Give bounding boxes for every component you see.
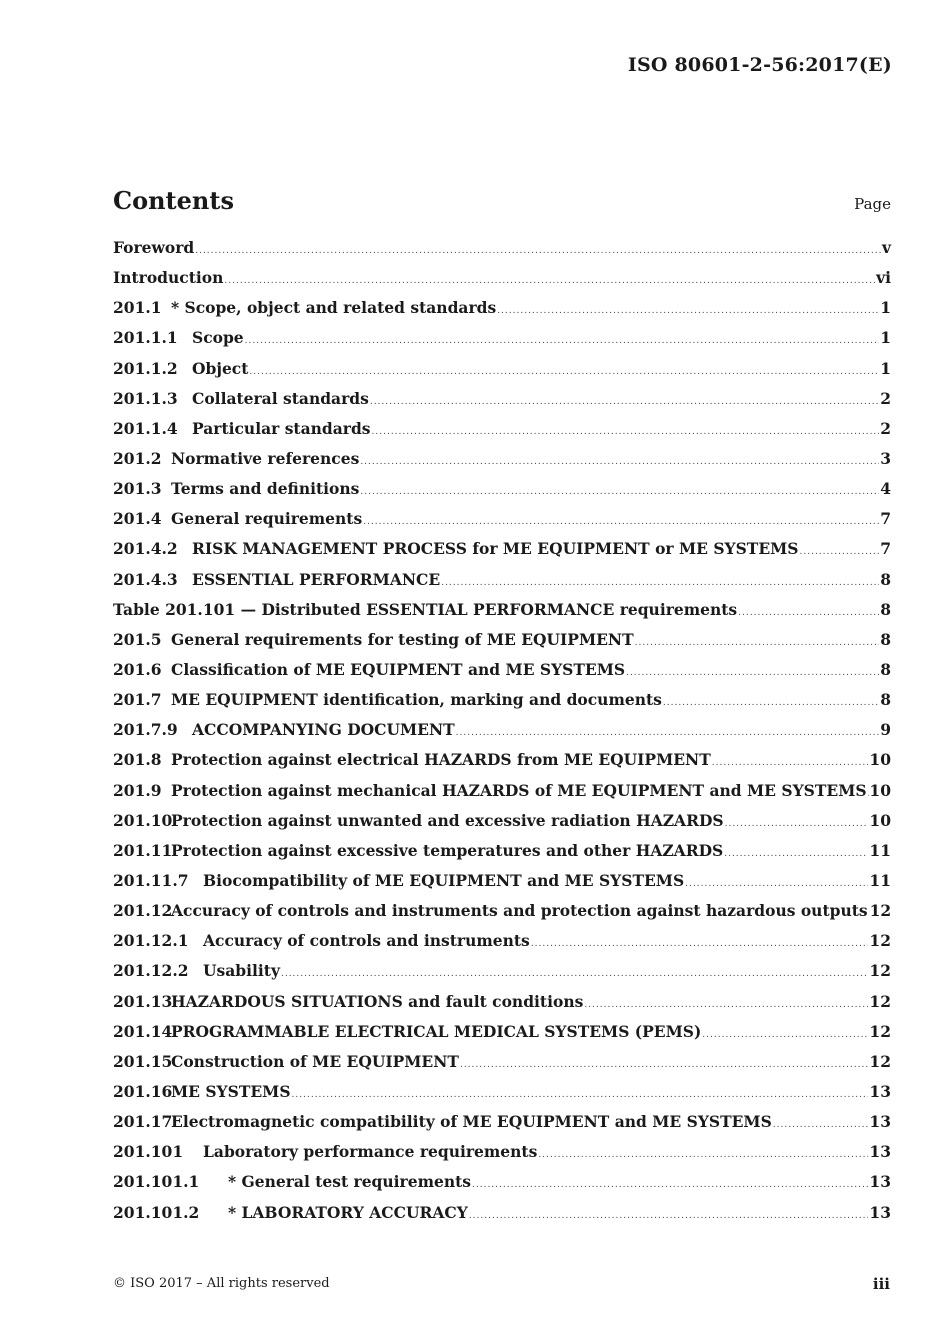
toc-dot-leader <box>868 789 869 799</box>
toc-entry-title: ME EQUIPMENT identification, marking and documents <box>171 690 662 710</box>
page-column-label: Page <box>854 195 891 213</box>
toc-entry-title: RISK MANAGEMENT PROCESS for ME EQUIPMENT or ME SYSTEMS <box>192 539 799 559</box>
toc-entry-title: Biocompatibility of ME EQUIPMENT and ME SYSTEMS <box>203 870 685 890</box>
toc-entry-page: 10 <box>869 750 891 770</box>
toc-entry[interactable] <box>113 1112 891 1142</box>
toc-entry-page: 13 <box>869 1202 891 1222</box>
toc-entry[interactable] <box>113 298 891 328</box>
toc-entry-title: General requirements <box>171 509 363 529</box>
toc-entry[interactable] <box>113 268 891 298</box>
toc-entry-page: 2 <box>880 388 891 408</box>
toc-entry-title: * LABORATORY ACCURACY <box>228 1202 468 1222</box>
toc-entry-title: Protection against mechanical HAZARDS of ME EQUIPMENT and ME SYSTEMS <box>171 780 867 800</box>
toc-entry-title: Construction of ME EQUIPMENT <box>171 1051 459 1071</box>
toc-dot-leader <box>538 1150 868 1160</box>
toc-entry-title: Accuracy of controls and instruments <box>203 931 530 951</box>
toc-entry-number: 201.15 <box>113 1051 173 1071</box>
toc-entry-title: Accuracy of controls and instruments and protection against hazardous outputs <box>171 901 868 921</box>
toc-dot-leader <box>281 969 868 979</box>
toc-dot-leader <box>497 306 879 316</box>
toc-entry-number: 201.4.3 <box>113 569 178 589</box>
toc-entry-title: Terms and definitions <box>171 479 360 499</box>
toc-dot-leader <box>195 246 881 256</box>
toc-entry-number: 201.17 <box>113 1112 173 1132</box>
toc-entry-title: * General test requirements <box>228 1172 471 1192</box>
toc-entry-number: 201.7.9 <box>113 720 178 740</box>
toc-entry-page: 12 <box>869 1021 891 1041</box>
toc-entry-title: Protection against unwanted and excessive radiation HAZARDS <box>171 810 724 830</box>
toc-dot-leader <box>725 819 869 829</box>
toc-entry[interactable] <box>113 720 891 750</box>
toc-entry-title: Table 201.101 — Distributed ESSENTIAL PERFORMANCE requirements <box>113 599 738 619</box>
toc-entry-number: 201.1.4 <box>113 418 178 438</box>
toc-entry-page: 12 <box>869 991 891 1011</box>
toc-entry-title: Collateral standards <box>192 388 369 408</box>
toc-entry-page: 7 <box>880 539 891 559</box>
toc-entry-number: 201.11 <box>113 840 173 860</box>
toc-entry[interactable] <box>113 570 891 600</box>
toc-dot-leader <box>460 1060 868 1070</box>
toc-entry-number: 201.7 <box>113 690 162 710</box>
toc-entry-title: ESSENTIAL PERFORMANCE <box>192 569 441 589</box>
toc-entry-title: Scope <box>192 328 244 348</box>
toc-entry[interactable] <box>113 630 891 660</box>
toc-entry-number: 201.101 <box>113 1142 184 1162</box>
toc-entry[interactable] <box>113 1142 891 1172</box>
toc-entry-page: 8 <box>880 629 891 649</box>
toc-entry-number: 201.1.2 <box>113 358 178 378</box>
toc-entry-page: 4 <box>880 479 891 499</box>
toc-entry-page: 8 <box>880 690 891 710</box>
toc-dot-leader <box>584 1000 868 1010</box>
toc-entry-page: 10 <box>869 780 891 800</box>
toc-entry-title: Usability <box>203 961 280 981</box>
toc-dot-leader <box>472 1180 868 1190</box>
toc-entry-page: 1 <box>880 328 891 348</box>
toc-entry-number: 201.6 <box>113 659 162 679</box>
toc-dot-leader <box>635 638 880 648</box>
toc-dot-leader <box>469 1211 869 1221</box>
toc-dot-leader <box>702 1030 868 1040</box>
toc-dot-leader <box>441 578 879 588</box>
toc-entry-page: 12 <box>869 1051 891 1071</box>
toc-entry-title: * Scope, object and related standards <box>171 298 497 318</box>
toc-entry-number: 201.101.1 <box>113 1172 200 1192</box>
toc-dot-leader <box>685 879 868 889</box>
toc-entry-number: 201.4.2 <box>113 539 178 559</box>
toc-entry[interactable] <box>113 479 891 509</box>
toc-entry-title: Protection against electrical HAZARDS from ME EQUIPMENT <box>171 750 711 770</box>
toc-entry[interactable] <box>113 419 891 449</box>
toc-entry-title: Object <box>192 358 249 378</box>
toc-entry-page: 8 <box>880 599 891 619</box>
toc-entry-number: 201.5 <box>113 629 162 649</box>
contents-heading: Contents <box>113 186 234 215</box>
toc-dot-leader <box>370 397 879 407</box>
toc-entry-number: 201.14 <box>113 1021 173 1041</box>
toc-entry-number: 201.101.2 <box>113 1202 200 1222</box>
toc-entry-number: 201.4 <box>113 509 162 529</box>
toc-entry-page: 2 <box>880 418 891 438</box>
toc-entry[interactable] <box>113 328 891 358</box>
toc-dot-leader <box>249 367 879 377</box>
toc-entry[interactable] <box>113 1203 891 1233</box>
toc-entry-title: Electromagnetic compatibility of ME EQUIPMENT and ME SYSTEMS <box>171 1112 772 1132</box>
toc-entry[interactable] <box>113 961 891 991</box>
toc-entry-page: 13 <box>869 1142 891 1162</box>
toc-entry-page: 11 <box>869 840 891 860</box>
toc-dot-leader <box>363 517 879 527</box>
toc-entry[interactable] <box>113 992 891 1022</box>
toc-entry[interactable] <box>113 931 891 961</box>
toc-entry-page: 12 <box>869 931 891 951</box>
toc-entry-page: 1 <box>880 298 891 318</box>
toc-entry-page: 7 <box>880 509 891 529</box>
toc-entry-number: 201.12.2 <box>113 961 189 981</box>
toc-dot-leader <box>773 1120 869 1130</box>
toc-entry[interactable] <box>113 1172 891 1202</box>
toc-entry-number: 201.10 <box>113 810 173 830</box>
toc-entry-page: vi <box>876 268 891 288</box>
toc-entry[interactable] <box>113 660 891 690</box>
toc-dot-leader <box>456 728 880 738</box>
toc-entry-number: 201.2 <box>113 448 162 468</box>
toc-entry[interactable] <box>113 1022 891 1052</box>
toc-entry[interactable] <box>113 1052 891 1082</box>
toc-entry-title: Protection against excessive temperatures and other HAZARDS <box>171 840 724 860</box>
toc-entry-number: 201.1.1 <box>113 328 178 348</box>
toc-entry[interactable] <box>113 359 891 389</box>
toc-entry-page: 12 <box>869 961 891 981</box>
toc-entry-number: 201.13 <box>113 991 173 1011</box>
toc-entry-title: General requirements for testing of ME EQUIPMENT <box>171 629 634 649</box>
toc-entry-title: Laboratory performance requirements <box>203 1142 538 1162</box>
toc-entry-page: 12 <box>869 901 892 921</box>
table-of-contents <box>113 238 891 1233</box>
toc-entry-title: Foreword <box>113 238 195 257</box>
toc-entry[interactable] <box>113 389 891 419</box>
toc-entry[interactable] <box>113 750 891 780</box>
toc-entry-title: Normative references <box>171 448 360 468</box>
toc-entry-page: 9 <box>880 720 891 740</box>
toc-entry-title: Classification of ME EQUIPMENT and ME SYSTEMS <box>171 659 626 679</box>
toc-entry[interactable] <box>113 509 891 539</box>
toc-entry-number: 201.16 <box>113 1081 173 1101</box>
toc-dot-leader <box>245 336 880 346</box>
toc-dot-leader <box>372 427 880 437</box>
toc-entry-title: ACCOMPANYING DOCUMENT <box>192 720 455 740</box>
toc-entry-page: 1 <box>880 358 891 378</box>
toc-dot-leader <box>531 939 869 949</box>
toc-entry[interactable] <box>113 238 891 268</box>
toc-entry[interactable] <box>113 811 891 841</box>
toc-dot-leader <box>224 276 875 286</box>
toc-entry[interactable] <box>113 841 891 871</box>
toc-entry[interactable] <box>113 871 891 901</box>
toc-entry-number: 201.11.7 <box>113 870 189 890</box>
toc-entry[interactable] <box>113 600 891 630</box>
toc-dot-leader <box>626 668 879 678</box>
toc-entry[interactable] <box>113 901 891 931</box>
toc-entry-title: Particular standards <box>192 418 371 438</box>
toc-entry-number: 201.1 <box>113 298 162 318</box>
toc-entry-page: 3 <box>880 448 891 468</box>
toc-dot-leader <box>360 457 879 467</box>
document-id: ISO 80601-2-56:2017(E) <box>627 54 892 76</box>
toc-entry-page: 8 <box>880 569 891 589</box>
toc-entry[interactable] <box>113 449 891 479</box>
toc-dot-leader <box>724 849 868 859</box>
page-number: iii <box>872 1275 890 1293</box>
toc-entry-title: Introduction <box>113 268 224 288</box>
toc-entry-title: ME SYSTEMS <box>171 1081 291 1101</box>
toc-entry[interactable] <box>113 690 891 720</box>
toc-entry-title: HAZARDOUS SITUATIONS and fault conditions <box>171 991 584 1011</box>
toc-entry[interactable] <box>113 539 891 569</box>
toc-entry[interactable] <box>113 1082 891 1112</box>
toc-entry-number: 201.9 <box>113 780 162 800</box>
toc-entry-number: 201.8 <box>113 750 162 770</box>
toc-entry-page: 13 <box>869 1081 891 1101</box>
toc-dot-leader <box>800 547 880 557</box>
toc-entry-page: 13 <box>869 1112 891 1132</box>
toc-entry-title: PROGRAMMABLE ELECTRICAL MEDICAL SYSTEMS (PEMS) <box>171 1021 702 1041</box>
toc-entry-number: 201.12 <box>113 901 173 921</box>
toc-entry-number: 201.12.1 <box>113 931 189 951</box>
toc-dot-leader <box>712 758 869 768</box>
toc-entry-number: 201.3 <box>113 479 162 499</box>
toc-dot-leader <box>360 487 879 497</box>
toc-dot-leader <box>292 1090 869 1100</box>
toc-entry-page: 11 <box>869 870 891 890</box>
toc-entry-page: v <box>881 238 891 257</box>
toc-entry-page: 13 <box>869 1172 891 1192</box>
toc-entry-page: 10 <box>869 810 891 830</box>
toc-dot-leader <box>663 698 879 708</box>
toc-entry-page: 8 <box>880 659 891 679</box>
toc-entry[interactable] <box>113 781 891 811</box>
toc-dot-leader <box>738 608 879 618</box>
toc-entry-number: 201.1.3 <box>113 388 178 408</box>
copyright-notice: © ISO 2017 – All rights reserved <box>113 1276 330 1291</box>
